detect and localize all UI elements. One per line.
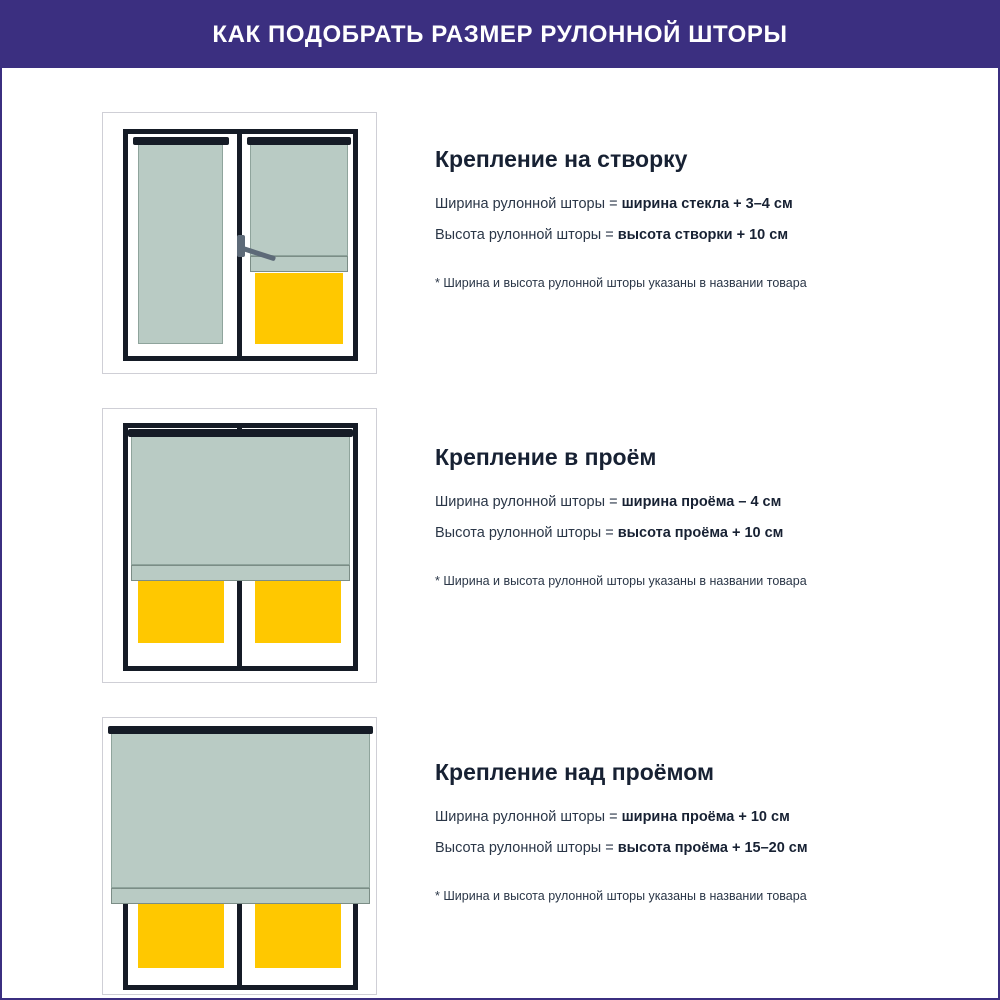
formula-width-prefix: Ширина рулонной шторы = xyxy=(435,196,622,212)
roller-blind-bottom-bar xyxy=(111,888,370,904)
formula-width-value: ширина проёма + 10 см xyxy=(621,809,790,825)
formula-width-value: ширина стекла + 3–4 см xyxy=(621,196,793,212)
open-area-right xyxy=(255,904,341,968)
illustration-sash-mount xyxy=(102,112,377,374)
section-title: Крепление над проёмом xyxy=(435,759,715,785)
right-sash-open-area xyxy=(255,273,343,344)
formula-height-value: высота проёма + 10 см xyxy=(617,524,784,541)
formula-width-value: ширина проёма – 4 см xyxy=(621,494,782,510)
text-block-inside-mount xyxy=(435,408,998,588)
roller-tube xyxy=(108,726,373,734)
formula-width-prefix: Ширина рулонной шторы = xyxy=(435,494,622,510)
formula-width-prefix: Ширина рулонной шторы = xyxy=(435,809,622,825)
text-block-sash-mount xyxy=(435,112,998,290)
window-diagram xyxy=(102,112,377,374)
footnote: * Ширина и высота рулонной шторы указаны в названии товара xyxy=(435,276,807,291)
window-diagram xyxy=(102,408,377,683)
section-sash-mount xyxy=(2,112,998,374)
left-sash-glass xyxy=(138,144,223,344)
formula-height xyxy=(435,839,998,859)
roller-blind-fabric xyxy=(131,435,350,565)
section-above-mount xyxy=(2,717,998,995)
open-area-left xyxy=(138,904,224,968)
page-title: КАК ПОДОБРАТЬ РАЗМЕР РУЛОННОЙ ШТОРЫ xyxy=(212,21,788,48)
footnote: * Ширина и высота рулонной шторы указаны в названии товара xyxy=(435,889,807,904)
formula-width xyxy=(435,195,998,215)
formula-width xyxy=(435,493,998,513)
roller-tube-right xyxy=(247,137,351,145)
roller-blind-bottom-bar xyxy=(131,565,350,581)
formula-height xyxy=(435,524,998,544)
formula-height xyxy=(435,226,998,246)
text-block-above-mount xyxy=(435,717,998,903)
roller-tube-left xyxy=(133,137,229,145)
section-title: Крепление на створку xyxy=(435,146,688,172)
open-area-right xyxy=(255,581,341,643)
open-area-left xyxy=(138,581,224,643)
formula-height-value: высота створки + 10 см xyxy=(617,226,789,243)
roller-blind-fabric xyxy=(111,732,370,888)
footnote: * Ширина и высота рулонной шторы указаны в названии товара xyxy=(435,574,807,589)
illustration-inside-mount xyxy=(102,408,377,683)
formula-height-value: высота проёма + 15–20 см xyxy=(617,839,808,856)
window-diagram xyxy=(102,717,377,995)
formula-height-prefix: Высота рулонной шторы = xyxy=(435,226,618,243)
formula-width xyxy=(435,808,998,828)
section-inside-mount xyxy=(2,408,998,683)
section-title: Крепление в проём xyxy=(435,444,657,470)
roller-blind-fabric xyxy=(250,144,348,256)
illustration-above-mount xyxy=(102,717,377,995)
header-bar xyxy=(2,2,998,68)
roller-tube xyxy=(128,429,353,437)
formula-height-prefix: Высота рулонной шторы = xyxy=(435,524,618,541)
formula-height-prefix: Высота рулонной шторы = xyxy=(435,839,618,856)
